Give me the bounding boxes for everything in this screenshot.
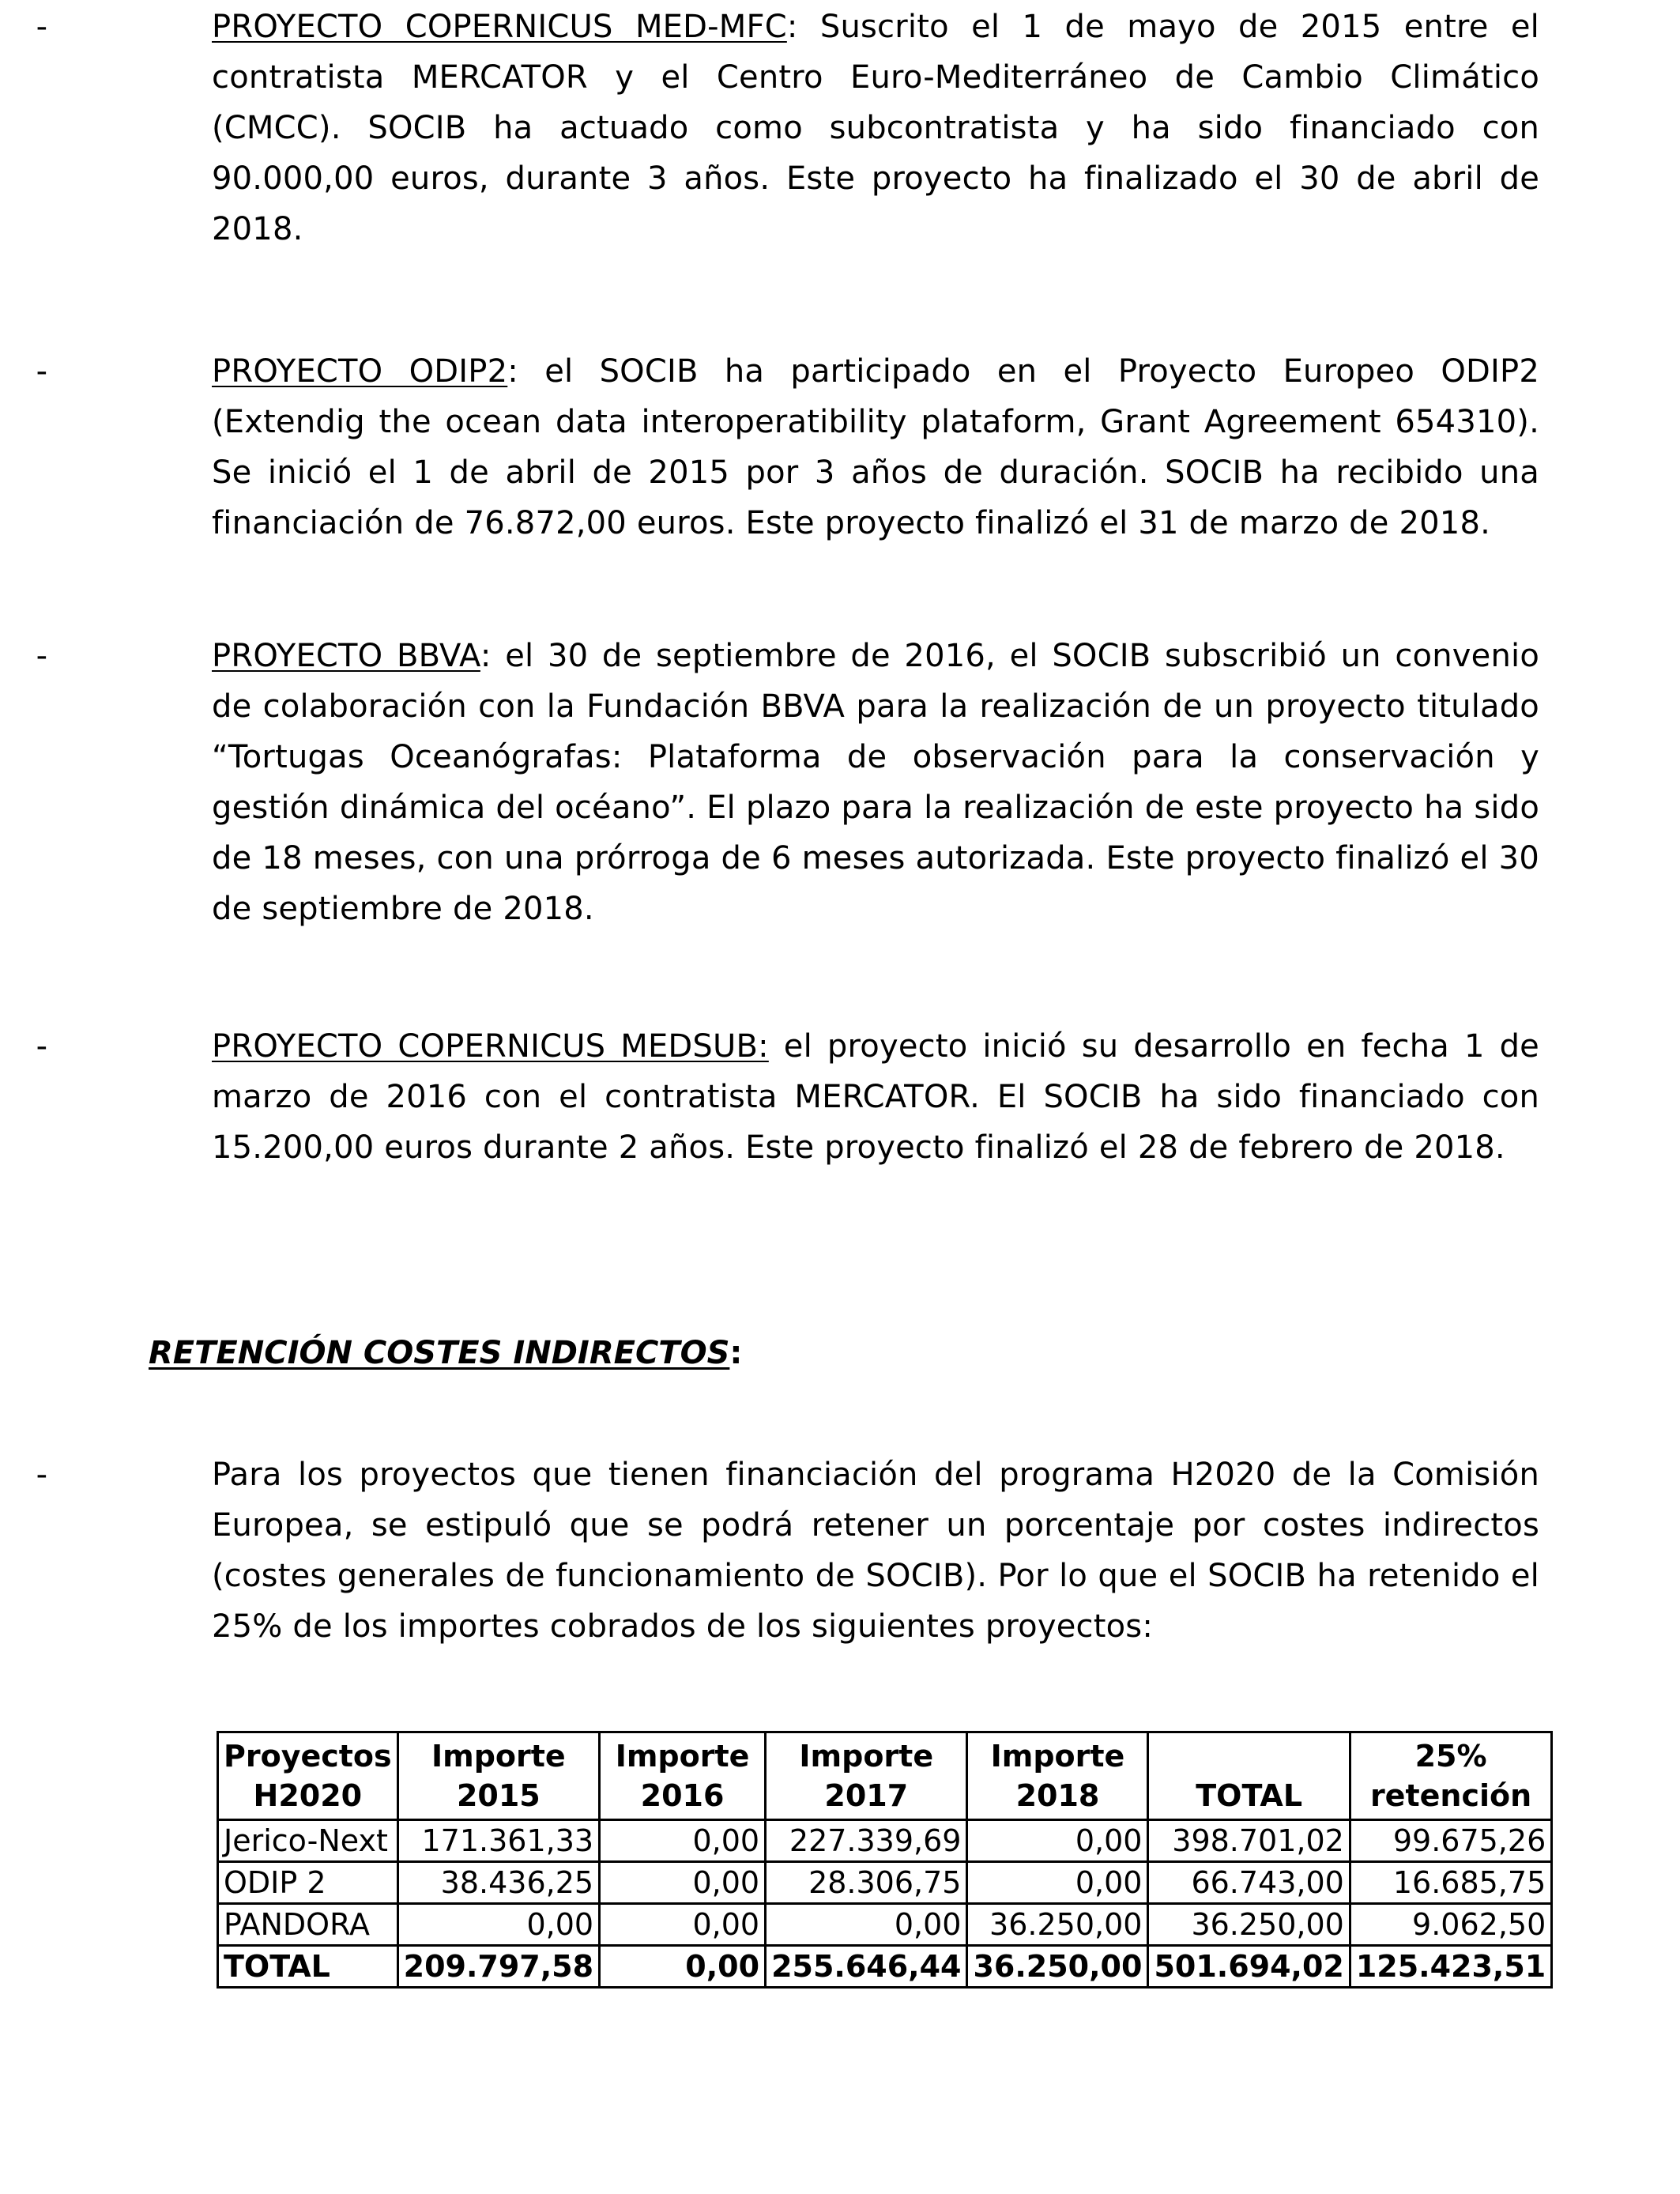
- cell-importe-2016: 0,00: [600, 1904, 766, 1946]
- cell-importe-2015: 38.436,25: [397, 1862, 599, 1904]
- list-dash: -: [36, 638, 47, 674]
- list-dash: -: [36, 9, 47, 45]
- cell-importe-2015: 209.797,58: [397, 1946, 599, 1988]
- table-row: [218, 1862, 1552, 1904]
- header-importe-2018: Importe 2018: [967, 1732, 1148, 1820]
- cell-importe-2017: 28.306,75: [766, 1862, 967, 1904]
- header-proyectos: Proyectos H2020: [218, 1732, 398, 1820]
- section-heading: [149, 1328, 742, 1378]
- project-text: : el SOCIB ha participado en el Proyecto Europeo ODIP2 (Extendig the ocean data interoperatibility plataform, Grant Agreement 654310). Se inició el 1 de abril de 2015 por 3 años de duración. SOCIB ha recibido una financiación de 76.872,00 euros. Este proyecto finalizó el 31 de marzo de 2018.: [212, 353, 1540, 541]
- list-dash: -: [36, 1457, 47, 1493]
- project-paragraph: [212, 346, 1539, 548]
- cell-importe-2018: 0,00: [967, 1862, 1148, 1904]
- cell-importe-2018: 36.250,00: [967, 1904, 1148, 1946]
- table-row: [218, 1820, 1552, 1862]
- cell-importe-2018: 36.250,00: [967, 1946, 1148, 1988]
- cell-project-name: Jerico-Next: [218, 1820, 398, 1862]
- cell-importe-2016: 0,00: [600, 1820, 766, 1862]
- table-header-row: [218, 1732, 1552, 1820]
- project-text: : el 30 de septiembre de 2016, el SOCIB subscribió un convenio de colaboración con la Fundación BBVA para la realización de un proyecto titulado “Tortugas Oceanógrafas: Plataforma de observación para la conservación y gestión dinámica del océano”. El plazo para la realización de este proyecto ha sido de 18 meses, con una prórroga de 6 meses autorizada. Este proyecto finalizó el 30 de septiembre de 2018.: [212, 638, 1539, 927]
- project-text: : Suscrito el 1 de mayo de 2015 entre el contratista MERCATOR y el Centro Euro-Mediterráneo de Cambio Climático (CMCC). SOCIB ha actuado como subcontratista y ha sido financiado con 90.000,00 euros, durante 3 años. Este proyecto ha finalizado el 30 de abril de 2018.: [212, 9, 1539, 247]
- cell-total: 36.250,00: [1148, 1904, 1350, 1946]
- table-row: [218, 1904, 1552, 1946]
- project-paragraph: [212, 1021, 1539, 1173]
- section-colon: :: [729, 1335, 743, 1371]
- cell-importe-2017: 255.646,44: [766, 1946, 967, 1988]
- section-title: RETENCIÓN COSTES INDIRECTOS: [149, 1335, 730, 1371]
- cell-retencion: 99.675,26: [1350, 1820, 1551, 1862]
- project-title: PROYECTO BBVA: [212, 638, 480, 674]
- project-paragraph: [212, 2, 1539, 254]
- cell-project-name: TOTAL: [218, 1946, 398, 1988]
- project-paragraph: [212, 631, 1539, 934]
- project-title: PROYECTO COPERNICUS MED-MFC: [212, 9, 787, 45]
- retention-paragraph: Para los proyectos que tienen financiación del programa H2020 de la Comisión Europea, se estipuló que se podrá retener un porcentaje por costes indirectos (costes generales de funcionamiento de SOCIB). Por lo que el SOCIB ha retenido el 25% de los importes cobrados de los siguientes proyectos:: [212, 1457, 1539, 1645]
- cell-project-name: ODIP 2: [218, 1862, 398, 1904]
- table-total-row: [218, 1946, 1552, 1988]
- cell-project-name: PANDORA: [218, 1904, 398, 1946]
- header-retencion: 25% retención: [1350, 1732, 1551, 1820]
- cell-importe-2018: 0,00: [967, 1820, 1148, 1862]
- header-importe-2015: Importe 2015: [397, 1732, 599, 1820]
- project-title: PROYECTO ODIP2: [212, 353, 508, 390]
- cell-importe-2015: 0,00: [397, 1904, 599, 1946]
- cell-importe-2017: 227.339,69: [766, 1820, 967, 1862]
- header-importe-2017: Importe 2017: [766, 1732, 967, 1820]
- list-dash: -: [36, 353, 47, 390]
- project-text: el proyecto inició su desarrollo en fecha 1 de marzo de 2016 con el contratista MERCATOR. El SOCIB ha sido financiado con 15.200,00 euros durante 2 años. Este proyecto finalizó el 28 de febrero de 2018.: [212, 1028, 1539, 1166]
- cell-total: 66.743,00: [1148, 1862, 1350, 1904]
- header-total: TOTAL: [1148, 1732, 1350, 1820]
- cell-importe-2017: 0,00: [766, 1904, 967, 1946]
- cell-importe-2016: 0,00: [600, 1946, 766, 1988]
- header-importe-2016: Importe 2016: [600, 1732, 766, 1820]
- retention-table: [217, 1731, 1553, 1989]
- cell-retencion: 125.423,51: [1350, 1946, 1551, 1988]
- cell-total: 501.694,02: [1148, 1946, 1350, 1988]
- list-dash: -: [36, 1028, 47, 1065]
- cell-importe-2015: 171.361,33: [397, 1820, 599, 1862]
- cell-total: 398.701,02: [1148, 1820, 1350, 1862]
- cell-retencion: 16.685,75: [1350, 1862, 1551, 1904]
- project-title: PROYECTO COPERNICUS MEDSUB:: [212, 1028, 769, 1065]
- cell-retencion: 9.062,50: [1350, 1904, 1551, 1946]
- cell-importe-2016: 0,00: [600, 1862, 766, 1904]
